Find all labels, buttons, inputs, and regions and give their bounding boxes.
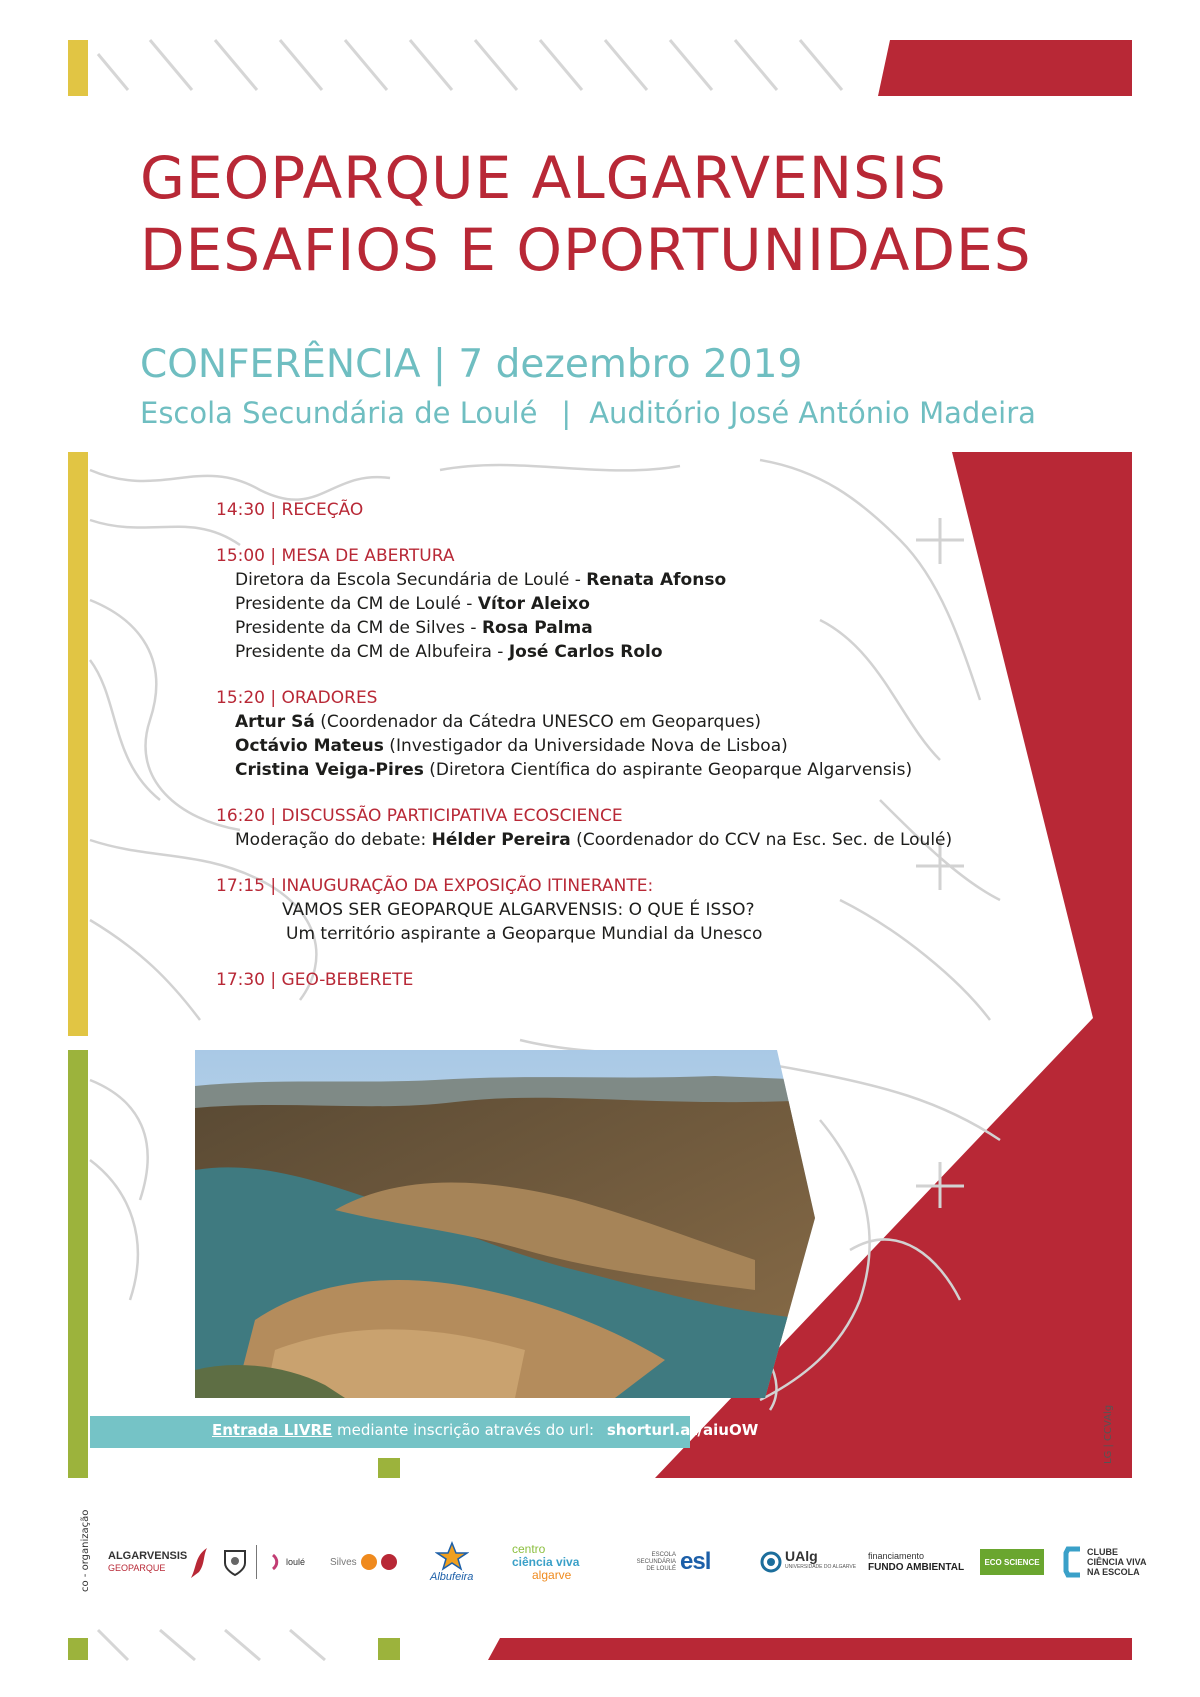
speaker-name: Octávio Mateus xyxy=(235,736,384,756)
silves-text: Silves xyxy=(330,1556,357,1568)
speaker-line xyxy=(216,616,936,640)
programme-time: 15:00 | MESA DE ABERTURA xyxy=(216,546,455,566)
green-square-bottom xyxy=(378,1638,400,1660)
ualg-subtext: UNIVERSIDADE DO ALGARVE xyxy=(785,1564,857,1570)
programme-item xyxy=(216,498,936,522)
speaker-name: Vítor Aleixo xyxy=(477,594,590,614)
algarvensis-text xyxy=(108,1550,187,1574)
speaker-name: Rosa Palma xyxy=(481,618,593,638)
logo-ecoscience xyxy=(980,1534,1044,1590)
role-text: Moderação do debate: xyxy=(235,830,432,850)
funding-label: financiamento xyxy=(868,1551,925,1561)
green-square-mid xyxy=(378,1458,400,1478)
free-entry-label: Entrada LIVRE xyxy=(212,1421,333,1439)
ualg-text-group xyxy=(785,1548,857,1573)
speaker-name: Cristina Veiga-Pires xyxy=(235,760,424,780)
esl-text: esl xyxy=(680,1548,711,1575)
role-text: Presidente da CM de Loulé - xyxy=(235,594,478,614)
green-bar-left xyxy=(68,1050,88,1478)
silves-circles-icon xyxy=(357,1552,401,1572)
role-text: Presidente da CM de Silves - xyxy=(235,618,482,638)
speaker-line xyxy=(216,592,936,616)
poster-title xyxy=(140,142,1032,286)
top-hatching xyxy=(98,40,842,90)
speaker-line xyxy=(216,734,936,758)
design-credit: LG | CCVAlg xyxy=(1103,1404,1114,1464)
clube-c-icon xyxy=(1062,1545,1084,1579)
reservoir-landscape-photo xyxy=(195,1050,815,1398)
logo-esl xyxy=(636,1534,710,1590)
programme-item xyxy=(216,874,936,946)
speaker-line xyxy=(216,758,936,782)
logo-silves xyxy=(330,1534,401,1590)
algarvensis-sub: GEOPARQUE xyxy=(108,1563,166,1573)
title-line-2: DESAFIOS E OPORTUNIDADES xyxy=(140,216,1032,284)
programme xyxy=(216,498,953,1014)
programme-item xyxy=(216,544,936,664)
clube-text-3: NA ESCOLA xyxy=(1087,1567,1140,1577)
programme-time: 14:30 | RECEÇÃO xyxy=(216,500,364,520)
conference-date: CONFERÊNCIA | 7 dezembro 2019 xyxy=(140,342,803,387)
ualg-swirl-icon xyxy=(760,1551,782,1573)
ccv-ciencia: ciência viva xyxy=(512,1554,580,1569)
registration-instruction: mediante inscrição através do url: xyxy=(332,1421,599,1439)
speaker-line xyxy=(216,828,953,852)
ecoscience-text: ECO SCIENCE xyxy=(984,1557,1040,1567)
role-text: (Coordenador da Cátedra UNESCO em Geoparques) xyxy=(314,712,762,732)
logo-albufeira xyxy=(430,1534,473,1590)
speaker-line xyxy=(216,710,936,734)
role-text: Presidente da CM de Albufeira - xyxy=(235,642,509,662)
speaker-line xyxy=(216,568,936,592)
yellow-bar-left xyxy=(68,452,88,1036)
clube-text-1: CLUBE xyxy=(1087,1547,1118,1557)
red-band-top xyxy=(878,40,1132,96)
ccv-algarve: algarve xyxy=(532,1567,572,1582)
role-text: (Coordenador do CCV na Esc. Sec. de Loulé) xyxy=(570,830,953,850)
speaker-name: Artur Sá xyxy=(235,712,315,732)
logo-ualg xyxy=(760,1534,856,1590)
programme-time: 17:30 | GEO-BEBERETE xyxy=(216,970,414,990)
title-line-1: GEOPARQUE ALGARVENSIS xyxy=(140,144,947,212)
albufeira-text: Albufeira xyxy=(430,1571,474,1583)
venue-school: Escola Secundária de Loulé xyxy=(140,396,538,430)
venue xyxy=(140,396,1036,430)
clube-text-2: CIÊNCIA VIVA xyxy=(1087,1557,1147,1567)
fundo-ambiental-text: FUNDO AMBIENTAL xyxy=(868,1562,965,1573)
logo-centro-ciencia-viva xyxy=(512,1534,579,1590)
role-text: Diretora da Escola Secundária de Loulé - xyxy=(235,570,587,590)
loule-mark-icon xyxy=(270,1553,284,1571)
speaker-name: Hélder Pereira xyxy=(431,830,571,850)
venue-room: Auditório José António Madeira xyxy=(589,396,1036,430)
exhibition-subtitle: Um território aspirante a Geoparque Mundial da Unesco xyxy=(286,924,763,944)
logo-loule-crest xyxy=(222,1534,257,1590)
registration-url-link[interactable]: shorturl.at/aiuOW xyxy=(606,1421,759,1439)
speaker-name: José Carlos Rolo xyxy=(508,642,663,662)
albufeira-star-icon xyxy=(435,1541,469,1571)
programme-time: 16:20 | DISCUSSÃO PARTICIPATIVA ECOSCIENCE xyxy=(216,806,623,826)
registration-text xyxy=(212,1421,758,1439)
ccv-centro: centro xyxy=(512,1541,546,1556)
bottom-hatching xyxy=(98,1630,325,1660)
programme-item xyxy=(216,804,953,852)
esl-small-text: ESCOLA SECUNDÁRIA DE LOULÉ xyxy=(636,1551,676,1572)
green-bar-bottom-left xyxy=(68,1638,88,1660)
programme-time: 17:15 | INAUGURAÇÃO DA EXPOSIÇÃO ITINERANTE: xyxy=(216,876,654,896)
crest-icon xyxy=(222,1547,248,1577)
yellow-bar-top xyxy=(68,40,88,96)
loule-text: loulé xyxy=(286,1557,306,1567)
venue-separator: | xyxy=(561,396,572,430)
role-text: (Diretora Científica do aspirante Geoparque Algarvensis) xyxy=(423,760,913,780)
logo-divider xyxy=(256,1545,257,1579)
logo-algarvensis xyxy=(108,1534,213,1590)
ecoscience-badge xyxy=(980,1549,1044,1575)
programme-item xyxy=(216,686,936,782)
co-organization-label: co - organização xyxy=(80,1509,91,1592)
ualg-text: UAlg xyxy=(785,1548,818,1564)
logo-clube-ciencia-viva xyxy=(1062,1534,1147,1590)
algarvensis-name: ALGARVENSIS xyxy=(108,1550,188,1562)
programme-item xyxy=(216,968,936,992)
programme-time: 15:20 | ORADORES xyxy=(216,688,378,708)
logo-loule xyxy=(270,1534,305,1590)
clube-text-group xyxy=(1087,1547,1147,1577)
speaker-name: Renata Afonso xyxy=(586,570,727,590)
logo-fundo-ambiental xyxy=(868,1534,964,1590)
exhibition-title: VAMOS SER GEOPARQUE ALGARVENSIS: O QUE É ISSO? xyxy=(282,900,755,920)
role-text: (Investigador da Universidade Nova de Lisboa) xyxy=(383,736,788,756)
speaker-line xyxy=(216,640,936,664)
bird-icon xyxy=(187,1542,213,1582)
red-band-bottom xyxy=(488,1638,1132,1660)
